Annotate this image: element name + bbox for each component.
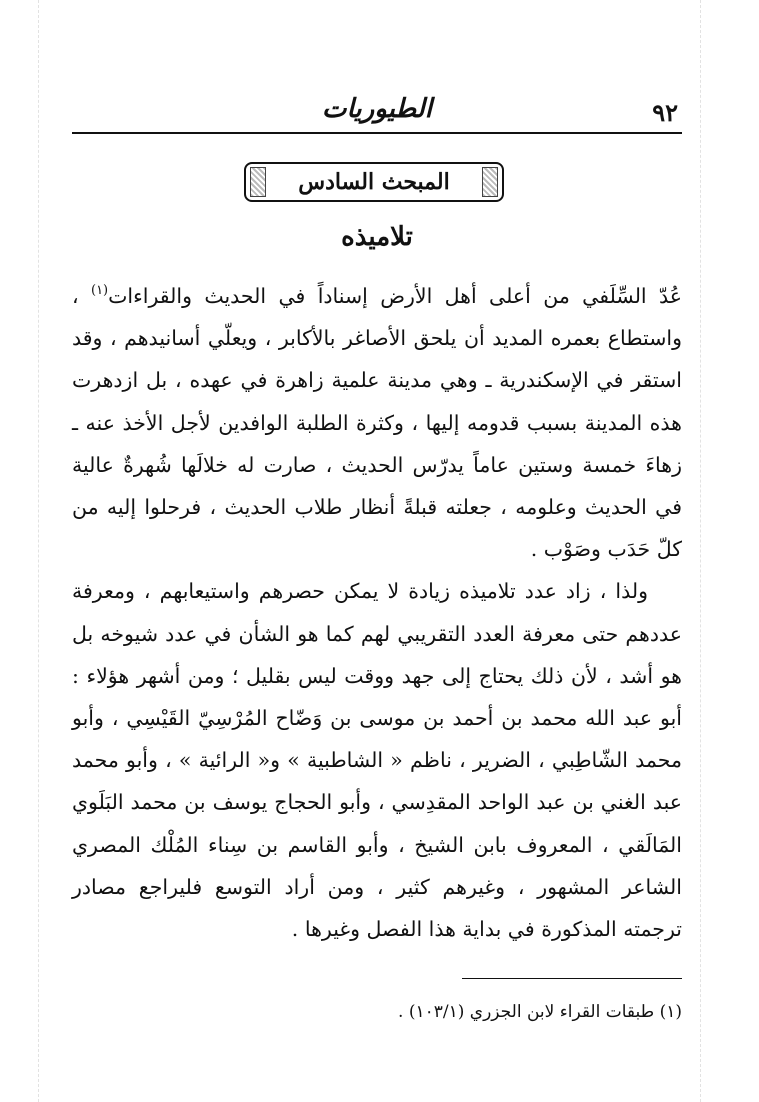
paragraph: ولذا ، زاد عدد تلاميذه زيادة لا يمكن حصرهم واستيعابهم ، ومعرفة عددهم حتى معرفة العدد التقريبي لهم كما هو الشأن في عدد شيوخه بل هو أشد ، لأن ذلك يحتاج إلى جهد ووقت ليس بقليل ؛ ومن أشهر هؤلاء : أبو عبد الله محمد بن أحمد بن موسى بن وَضّاح المُرْسِيّ القَيْسِي ، وأبو محمد الشّاطِبي ، الضرير ، ناظم « الشاطبية » و« الرائية » ، وأبو محمد عبد الغني بن عبد الواحد المقدِسي ، وأبو الحجاج يوسف بن محمد البَلَوي المَالَقي ، المعروف بابن الشيخ ، وأبو القاسم بن سِناء المُلْك المصري الشاعر المشهور ، وغيرهم كثير ، ومن أراد التوسع فليراجع مصادر ترجمته المذكورة في بداية هذا الفصل وغيرها . xyxy=(72,579,682,942)
section-title: المبحث السادس xyxy=(298,169,450,195)
paragraph-text: عُدّ السِّلَفي من أعلى أهل الأرض إسناداً في الحديث والقراءات xyxy=(108,284,682,308)
footnote-reference[interactable]: (١) xyxy=(90,283,109,298)
scan-line xyxy=(700,0,701,1102)
running-title: الطيوريات xyxy=(322,94,432,124)
body-text xyxy=(72,270,682,950)
paragraph-text: ، واستطاع بعمره المديد أن يلحق الأصاغر بالأكابر ، ويعلّي أسانيدهم ، وقد استقر في الإسكندرية ـ وهي مدينة علمية زاهرة في عهده ، بل ازدهرت هذه المدينة بسبب قدومه إليها ، وكثرة الطلبة الوافدين لأجل الأخذ عنه ـ زهاءَ خمسة وستين عاماً يدرّس الحديث ، صارت له خلالَها شُهرةٌ عالية في الحديث وعلومه ، جعلته قبلةً أنظار طلاب الحديث ، فرحلوا إليه من كلّ حَدَب وصَوْب . xyxy=(72,284,682,562)
scan-line xyxy=(38,0,39,1102)
footnote-divider xyxy=(462,978,682,979)
book-page xyxy=(72,92,682,1052)
footnote: (١) طبقات القراء لابن الجزري (١٠٣/١) . xyxy=(398,1002,682,1022)
page-header xyxy=(72,92,682,134)
chapter-title: تلاميذه xyxy=(341,222,413,252)
paragraph xyxy=(72,270,682,570)
section-heading-box xyxy=(244,162,504,202)
page-number: ٩٢ xyxy=(652,98,678,127)
